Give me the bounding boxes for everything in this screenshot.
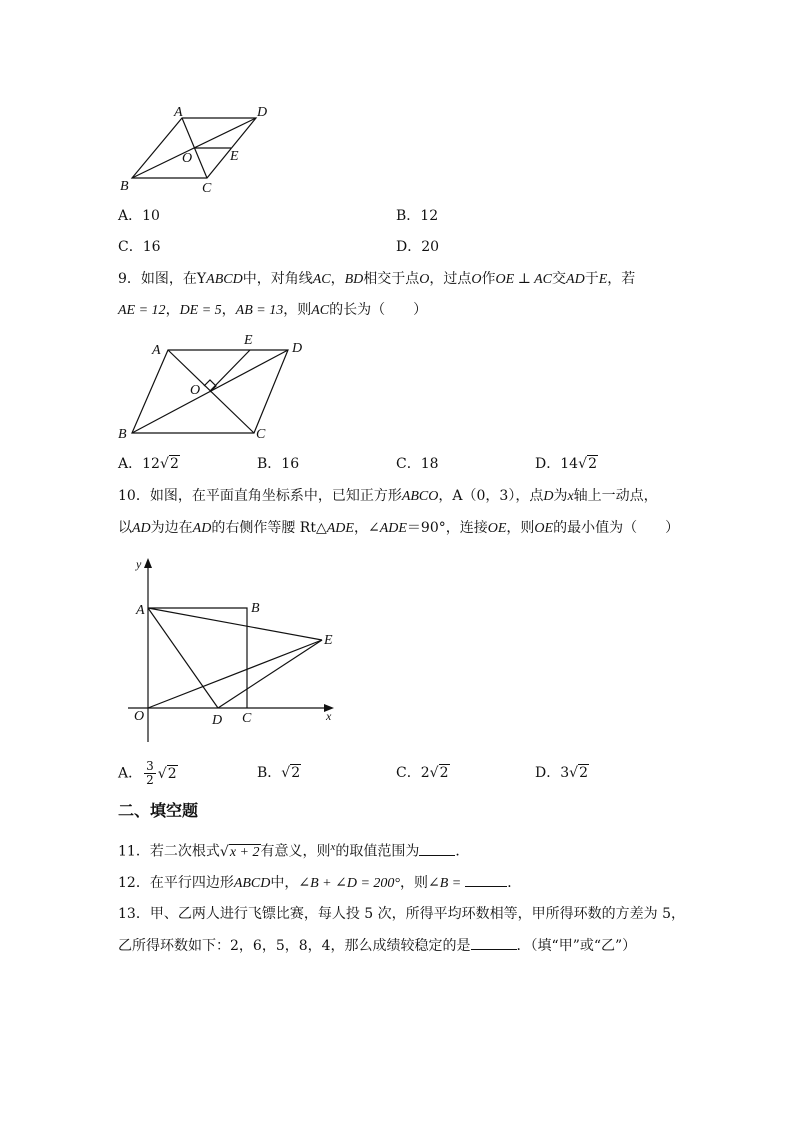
q11-question: 11．若二次根式 √ x + 2有意义，则$^x$的取值范围为 ． xyxy=(118,841,470,860)
q9-option-c[interactable]: C．18 xyxy=(396,456,439,472)
q8-option-b[interactable]: B．12 xyxy=(396,208,439,224)
segment-ae xyxy=(148,608,322,640)
fig10-label-b: B xyxy=(251,601,260,616)
y-axis-arrow xyxy=(144,558,152,568)
q9-question-line2: AE = 12，DE = 5，AB = 13，则AC的长为（ ） xyxy=(118,302,428,318)
q10-option-d[interactable]: D．3 √ 2 xyxy=(535,765,589,781)
fig10-label-a: A xyxy=(136,603,145,618)
q8-option-a[interactable]: A．10 xyxy=(118,208,160,224)
q9-question-line1: 9．如图，在YABCD中，对角线AC，BD相交于点O，过点O作OE ⊥ AC交AD于E，若 xyxy=(118,271,636,287)
fig9-label-d: D xyxy=(292,341,303,356)
q8-option-c[interactable]: C．16 xyxy=(118,239,161,255)
q9-option-a[interactable]: A．12 √ 2 xyxy=(118,456,179,472)
fig10-label-e: E xyxy=(324,633,333,648)
figure-q10 xyxy=(112,552,352,752)
figure-q8 xyxy=(112,98,272,198)
fig9-label-c: C xyxy=(256,427,266,442)
fig8-label-o: O xyxy=(182,151,193,166)
fig8-label-d: D xyxy=(257,105,268,120)
fig8-label-b: B xyxy=(120,179,129,194)
fig10-label-y: y xyxy=(136,557,142,571)
fig9-label-o: O xyxy=(190,383,201,398)
segment-oe-q9 xyxy=(210,350,250,391)
q10-option-c[interactable]: C．2 √ 2 xyxy=(396,765,449,781)
segment-oe xyxy=(148,640,322,708)
q10-option-a[interactable]: A． $\frac{3}{2}$ √ 2 xyxy=(118,759,177,787)
q13-question-line1: 13．甲、乙两人进行飞镖比赛，每人投 5 次，所得平均环数相等，甲所得环数的方差为 5， xyxy=(118,906,685,922)
segment-ad xyxy=(148,608,218,708)
fig9-label-a: A xyxy=(152,343,161,358)
fig10-label-x: x xyxy=(326,709,332,723)
fig9-label-e: E xyxy=(244,333,253,348)
q12-answer-blank[interactable] xyxy=(465,872,507,887)
fig8-label-c: C xyxy=(202,181,212,196)
q13-question-line2: 乙所得环数如下：2，6，5，8，4，那么成绩较稳定的是 ．（填“甲”或“乙”） xyxy=(118,935,636,956)
fig10-label-o: O xyxy=(134,709,145,724)
q10-option-b[interactable]: B． √ 2 xyxy=(257,765,301,781)
q12-question: 12．在平行四边形ABCD中，∠B + ∠D = 200°，则∠B = ． xyxy=(118,872,521,894)
q8-option-d[interactable]: D．20 xyxy=(396,239,440,255)
fig9-label-b: B xyxy=(118,427,127,442)
q10-question-line2: 以AD为边在AD的右侧作等腰 Rt△ADE，∠ADE＝90°，连接OE，则OE的最小值为（ ） xyxy=(118,520,680,536)
section-title-fill-in: 二、填空题 xyxy=(118,801,199,820)
q9-option-d[interactable]: D．14 √ 2 xyxy=(535,456,597,472)
fig10-label-d: D xyxy=(212,713,223,728)
q11-answer-blank[interactable] xyxy=(419,841,455,856)
q9-option-b[interactable]: B．16 xyxy=(257,456,300,472)
q10-question-line1: 10．如图，在平面直角坐标系中，已知正方形ABCO，A（0，3），点D为x轴上一动点， xyxy=(118,488,658,504)
fig8-label-a: A xyxy=(174,105,183,120)
q13-answer-blank[interactable] xyxy=(471,935,517,950)
fig8-label-e: E xyxy=(230,149,239,164)
figure-q9 xyxy=(112,330,322,445)
fig10-label-c: C xyxy=(242,711,252,726)
